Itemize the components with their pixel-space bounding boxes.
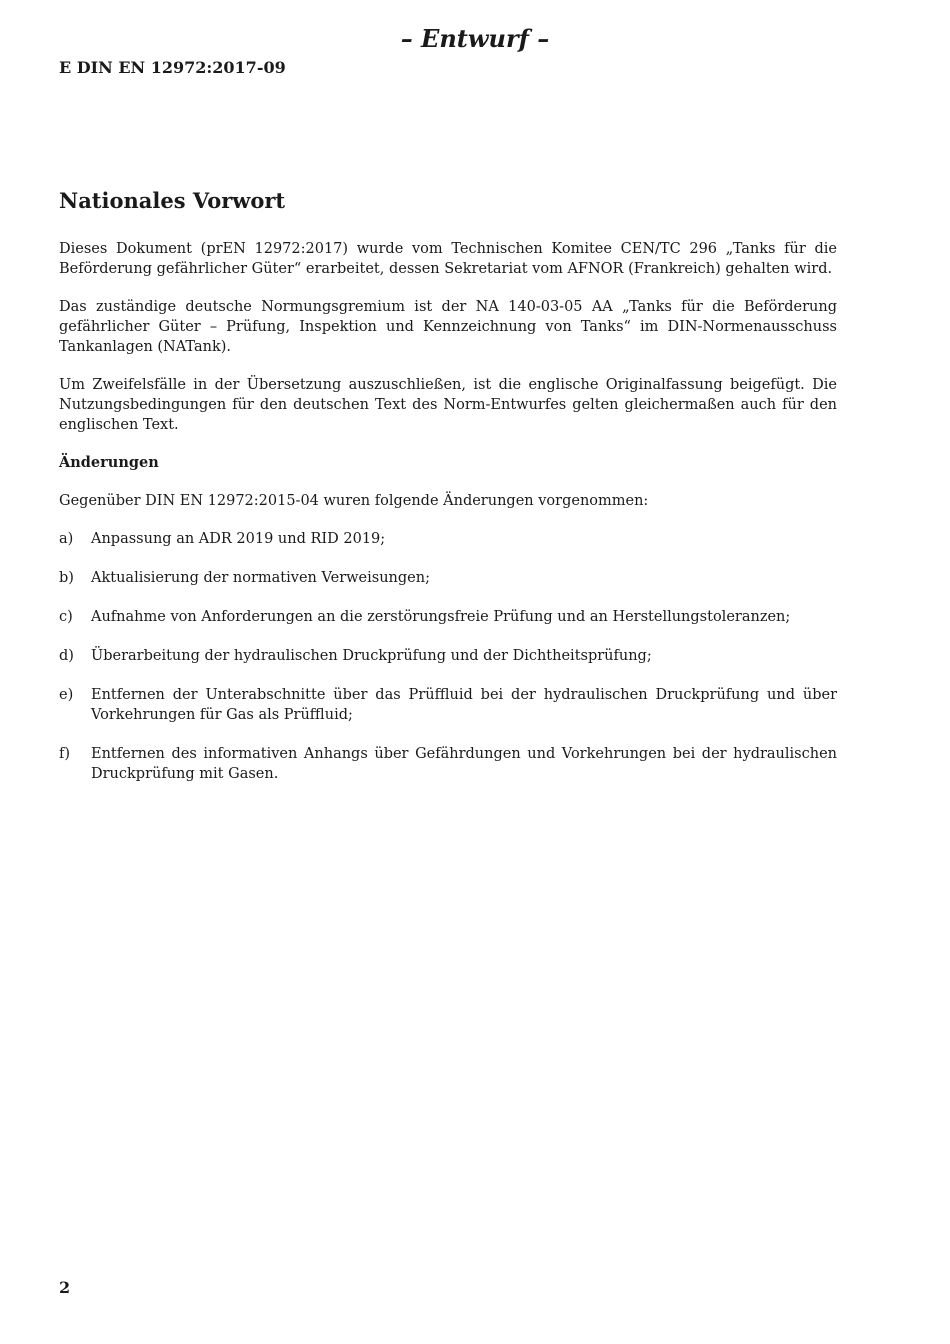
list-item-letter: f) xyxy=(59,746,71,762)
list-item-letter: e) xyxy=(59,687,74,703)
list-item-text: Entfernen des informativen Anhangs über Gefährdungen und Vorkehrungen bei der hydraulischen Druckprüfung mit Gasen. xyxy=(91,746,837,782)
list-item xyxy=(59,607,837,627)
list-item-text: Entfernen der Unterabschnitte über das Prüffluid bei der hydraulischen Druckprüfung und über Vorkehrungen für Gas als Prüffluid; xyxy=(91,687,837,723)
list-item-text: Überarbeitung der hydraulischen Druckprüfung und der Dichtheitsprüfung; xyxy=(91,648,652,664)
list-item xyxy=(59,685,837,725)
list-item xyxy=(59,568,837,588)
paragraph: Das zuständige deutsche Normungsgremium ist der NA 140-03-05 AA „Tanks für die Beförderung gefährlicher Güter – Prüfung, Inspektion und Kennzeichnung von Tanks“ im DIN-Normenausschuss Tankanlagen (NATank). xyxy=(59,299,837,355)
list-item-letter: d) xyxy=(59,648,74,664)
document-id: E DIN EN 12972:2017-09 xyxy=(59,58,286,77)
list-item-letter: a) xyxy=(59,531,74,547)
paragraph: Dieses Dokument (prEN 12972:2017) wurde vom Technischen Komitee CEN/TC 296 „Tanks für die Beförderung gefährlicher Güter“ erarbeitet, dessen Sekretariat vom AFNOR (Frankreich) gehalten wird. xyxy=(59,241,837,277)
changes-intro: Gegenüber DIN EN 12972:2015-04 wuren folgende Änderungen vorgenommen: xyxy=(59,493,649,509)
changes-list xyxy=(59,529,837,784)
changes-heading: Änderungen xyxy=(59,454,159,471)
list-item-letter: c) xyxy=(59,609,73,625)
main-content xyxy=(59,188,837,803)
page-title: Nationales Vorwort xyxy=(59,188,286,213)
draft-mark: – Entwurf – xyxy=(400,24,550,53)
list-item xyxy=(59,646,837,666)
list-item-text: Aktualisierung der normativen Verweisungen; xyxy=(91,570,430,586)
list-item xyxy=(59,529,837,549)
page-number: 2 xyxy=(59,1278,71,1297)
list-item-text: Anpassung an ADR 2019 und RID 2019; xyxy=(91,531,386,547)
list-item-text: Aufnahme von Anforderungen an die zerstörungsfreie Prüfung und an Herstellungstoleranzen; xyxy=(91,609,791,625)
list-item xyxy=(59,744,837,784)
list-item-letter: b) xyxy=(59,570,74,586)
paragraph: Um Zweifelsfälle in der Übersetzung auszuschließen, ist die englische Originalfassung beigefügt. Die Nutzungsbedingungen für den deutschen Text des Norm-Entwurfes gelten gleichermaßen auch für den englischen Text. xyxy=(59,377,837,433)
